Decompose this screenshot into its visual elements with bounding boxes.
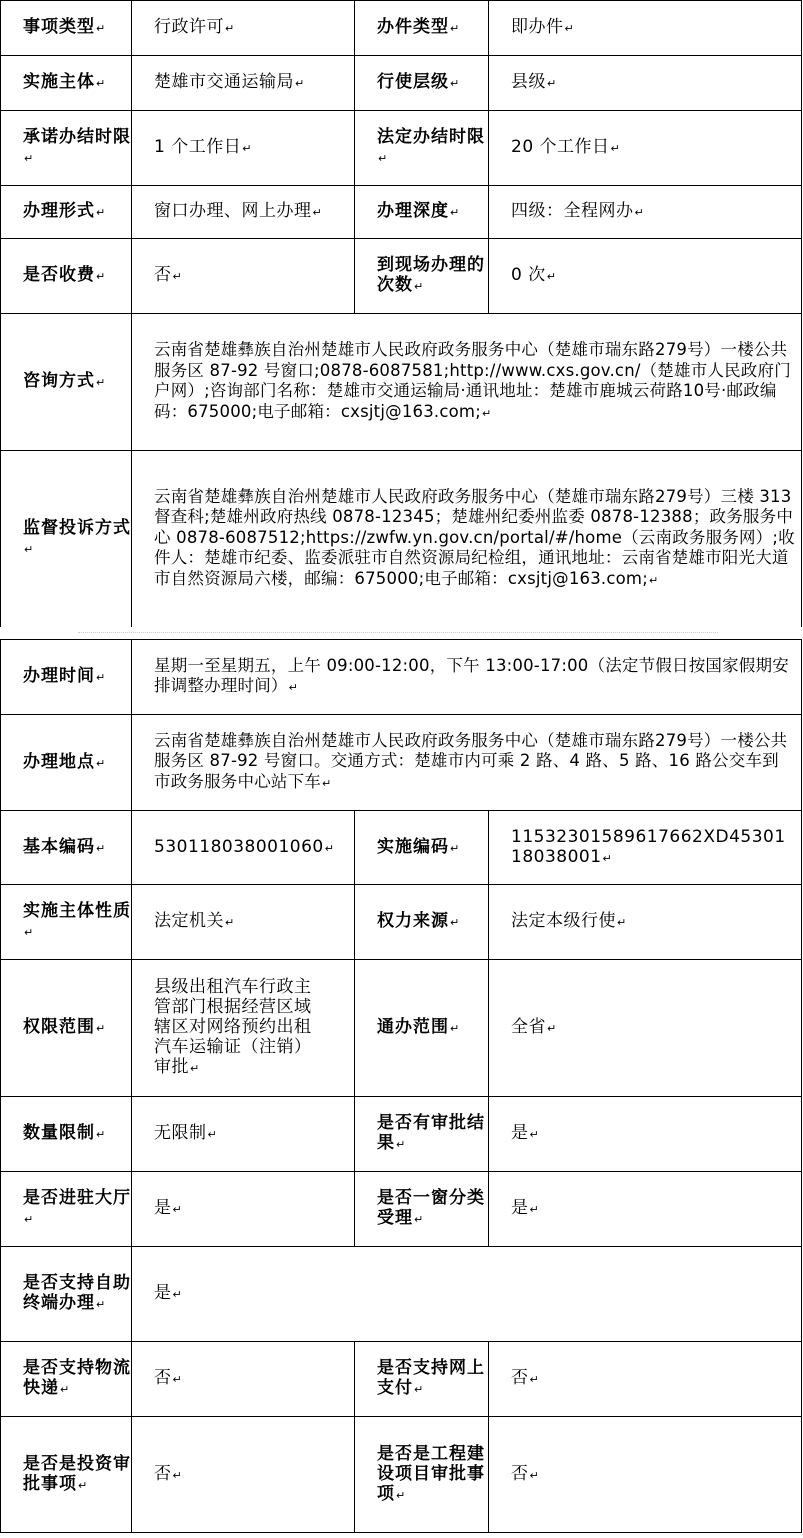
value-legal-deadline: 20 个工作日 ↵ bbox=[489, 111, 802, 186]
label-consultation: 咨询方式 ↵ bbox=[1, 314, 132, 451]
label-complaint: 监督投诉方式 ↵ bbox=[1, 451, 132, 628]
value-item-type: 行政许可 ↵ bbox=[132, 1, 355, 56]
value-consultation: 云南省楚雄彝族自治州楚雄市人民政府政务服务中心（楚雄市瑞东路279号）一楼公共服务区 87-92 号窗口;0878-6087581;http://www.cxs.gov.cn/（楚雄市人民政府门户网）;咨询部门名称：楚雄市交通运输局·通讯地址：楚雄市鹿城云荷路10号·邮政编码：675000;电子邮箱：cxsjtj@163.com; ↵ bbox=[132, 314, 802, 451]
label-body-nature: 实施主体性质 ↵ bbox=[1, 885, 132, 960]
value-handling-depth: 四级：全程网办 ↵ bbox=[489, 186, 802, 239]
label-service-scope: 通办范围 ↵ bbox=[355, 960, 489, 1097]
label-handling-form: 办理形式 ↵ bbox=[1, 186, 132, 239]
value-office-hours: 星期一至星期五，上午 09:00-12:00，下午 13:00-17:00（法定节假日按国家假期安排调整办理时间） ↵ bbox=[132, 640, 802, 715]
table-row bbox=[1, 451, 802, 628]
value-basic-code: 530118038001060 ↵ bbox=[132, 811, 355, 885]
table-row bbox=[1, 640, 802, 715]
label-has-approval-result: 是否有审批结果 ↵ bbox=[355, 1097, 489, 1172]
service-info-table-top bbox=[0, 0, 802, 628]
label-handling-depth: 办理深度 ↵ bbox=[355, 186, 489, 239]
label-express-delivery: 是否支持物流快递 ↵ bbox=[1, 1342, 132, 1417]
table-row bbox=[1, 111, 802, 186]
label-single-window: 是否一窗分类受理 ↵ bbox=[355, 1172, 489, 1247]
value-handling-form: 窗口办理、网上办理 ↵ bbox=[132, 186, 355, 239]
label-onsite-visits: 到现场办理的次数 ↵ bbox=[355, 239, 489, 314]
label-fee: 是否收费 ↵ bbox=[1, 239, 132, 314]
label-basic-code: 基本编码 ↵ bbox=[1, 811, 132, 885]
value-authority-scope: 县级出租汽车行政主管部门根据经营区域辖区对网络预约出租汽车运输证（注销）审批 ↵ bbox=[132, 960, 355, 1097]
label-in-hall: 是否进驻大厅 ↵ bbox=[1, 1172, 132, 1247]
value-fee: 否 ↵ bbox=[132, 239, 355, 314]
value-onsite-visits: 0 次 ↵ bbox=[489, 239, 802, 314]
table-row bbox=[1, 1417, 802, 1533]
table-row bbox=[1, 1342, 802, 1417]
label-power-source: 权力来源 ↵ bbox=[355, 885, 489, 960]
value-in-hall: 是 ↵ bbox=[132, 1172, 355, 1247]
label-online-payment: 是否支持网上支付 ↵ bbox=[355, 1342, 489, 1417]
label-authority-scope: 权限范围 ↵ bbox=[1, 960, 132, 1097]
value-construction-approval: 否 ↵ bbox=[489, 1417, 802, 1533]
table-row bbox=[1, 715, 802, 811]
table-row bbox=[1, 811, 802, 885]
table-row bbox=[1, 1097, 802, 1172]
table-row bbox=[1, 1247, 802, 1342]
label-construction-approval: 是否是工程建设项目审批事项 ↵ bbox=[355, 1417, 489, 1533]
value-single-window: 是 ↵ bbox=[489, 1172, 802, 1247]
label-investment-approval: 是否是投资审批事项 ↵ bbox=[1, 1417, 132, 1533]
value-case-type: 即办件 ↵ bbox=[489, 1, 802, 56]
value-self-service: 是 ↵ bbox=[132, 1247, 802, 1342]
table-row bbox=[1, 314, 802, 451]
value-investment-approval: 否 ↵ bbox=[132, 1417, 355, 1533]
label-quantity-limit: 数量限制 ↵ bbox=[1, 1097, 132, 1172]
label-legal-deadline: 法定办结时限 ↵ bbox=[355, 111, 489, 186]
label-implementing-body: 实施主体 ↵ bbox=[1, 56, 132, 111]
value-location: 云南省楚雄彝族自治州楚雄市人民政府政务服务中心（楚雄市瑞东路279号）一楼公共服务区 87-92 号窗口。交通方式：楚雄市内可乘 2 路、4 路、5 路、16 路公交车到市政务服务中心站下车 ↵ bbox=[132, 715, 802, 811]
table-row bbox=[1, 885, 802, 960]
value-complaint: 云南省楚雄彝族自治州楚雄市人民政府政务服务中心（楚雄市瑞东路279号）三楼 313 督查科;楚雄州政府热线 0878-12345；楚雄州纪委州监委 0878-12388；政务服务中心 0878-6087512;https://zwfw.yn.gov.cn/portal/#/home（云南政务服务网）;收件人：楚雄市纪委、监委派驻市自然资源局纪检组，通讯地址：云南省楚雄市阳光大道市自然资源局六楼，邮编：675000;电子邮箱：cxsjtj@163.com; ↵ bbox=[132, 451, 802, 628]
service-info-table-bottom bbox=[0, 639, 802, 1533]
value-implementation-code: 11532301589617662XD4530118038001 ↵ bbox=[489, 811, 802, 885]
table-row bbox=[1, 1172, 802, 1247]
label-exercise-level: 行使层级 ↵ bbox=[355, 56, 489, 111]
label-implementation-code: 实施编码 ↵ bbox=[355, 811, 489, 885]
value-exercise-level: 县级 ↵ bbox=[489, 56, 802, 111]
label-item-type: 事项类型 ↵ bbox=[1, 1, 132, 56]
value-online-payment: 否 ↵ bbox=[489, 1342, 802, 1417]
table-row bbox=[1, 186, 802, 239]
value-implementing-body: 楚雄市交通运输局 ↵ bbox=[132, 56, 355, 111]
value-promised-deadline: 1 个工作日 ↵ bbox=[132, 111, 355, 186]
table-row bbox=[1, 1, 802, 56]
value-express-delivery: 否 ↵ bbox=[132, 1342, 355, 1417]
value-has-approval-result: 是 ↵ bbox=[489, 1097, 802, 1172]
table-row bbox=[1, 56, 802, 111]
label-self-service: 是否支持自助终端办理 ↵ bbox=[1, 1247, 132, 1342]
value-power-source: 法定本级行使 ↵ bbox=[489, 885, 802, 960]
label-office-hours: 办理时间 ↵ bbox=[1, 640, 132, 715]
page-break-divider bbox=[78, 632, 718, 633]
value-body-nature: 法定机关 ↵ bbox=[132, 885, 355, 960]
label-case-type: 办件类型 ↵ bbox=[355, 1, 489, 56]
page-gap bbox=[0, 627, 803, 639]
value-quantity-limit: 无限制 ↵ bbox=[132, 1097, 355, 1172]
label-promised-deadline: 承诺办结时限 ↵ bbox=[1, 111, 132, 186]
value-service-scope: 全省 ↵ bbox=[489, 960, 802, 1097]
label-location: 办理地点 ↵ bbox=[1, 715, 132, 811]
table-row bbox=[1, 960, 802, 1097]
table-row bbox=[1, 239, 802, 314]
